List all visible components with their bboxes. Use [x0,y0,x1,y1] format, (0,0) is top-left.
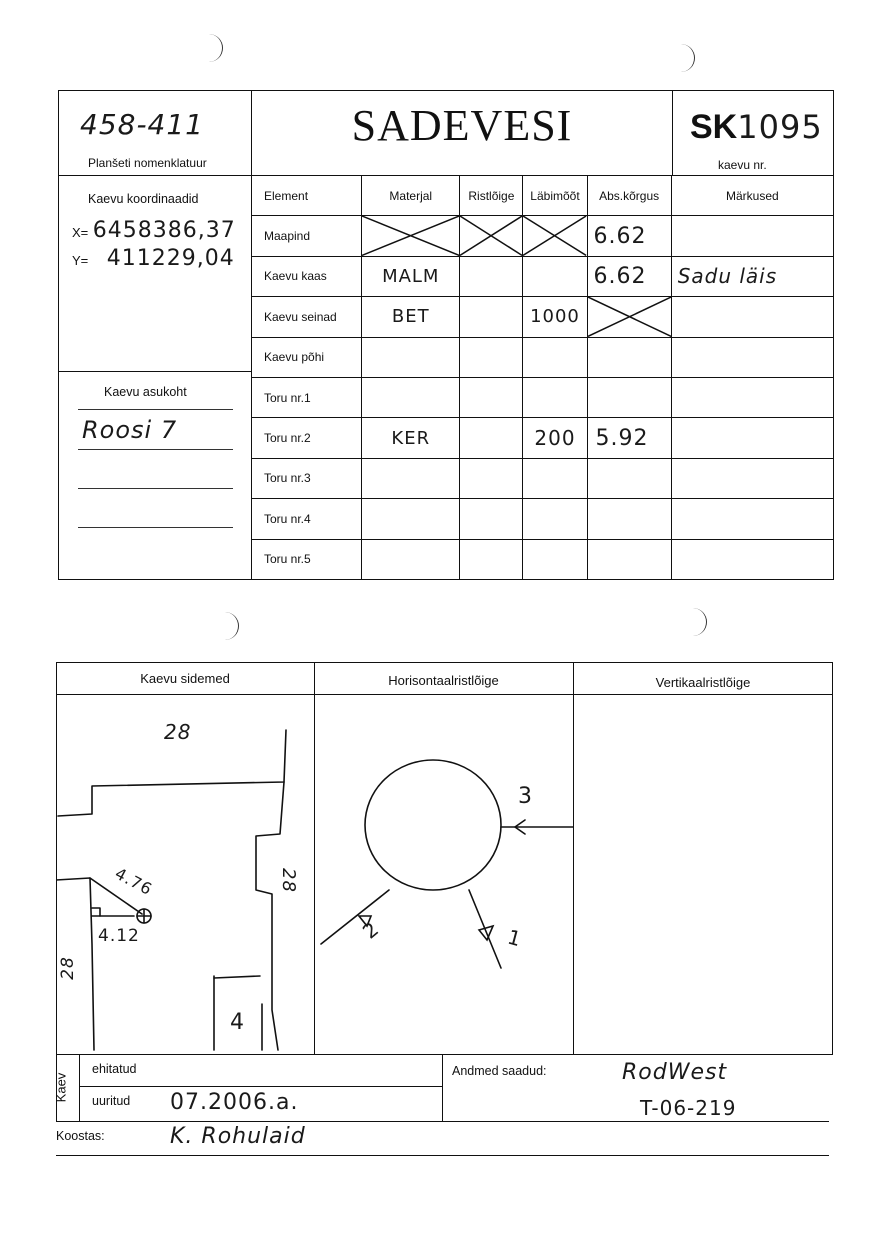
pipe-label: 2 [357,916,384,944]
table-row [252,539,834,579]
remarks-value: Sadu läis [671,256,833,296]
crossed-out-cell [362,216,460,256]
measured-value: 07.2006.a. [170,1090,299,1115]
coordinate-x-prefix: X= [72,225,89,240]
coordinate-y-value: 411229,04 [106,246,235,271]
row-label: Toru nr.1 [252,377,362,417]
punch-hole-mark [208,34,223,62]
measured-label: uuritud [92,1094,131,1108]
table-row [252,256,834,296]
punch-hole-mark [692,608,707,636]
row-label: Toru nr.4 [252,499,362,539]
punch-hole-mark [680,44,695,72]
row-label: Toru nr.5 [252,539,362,579]
distance-label: 4.12 [98,926,140,946]
location-line [78,488,233,489]
data-source-reference: T-06-219 [640,1096,737,1120]
data-source-value: RodWest [622,1060,728,1085]
well-number [690,108,823,147]
page-title: SADEVESI [351,101,573,150]
divider [58,371,252,372]
punch-hole-mark [224,612,239,640]
table-row [252,377,834,417]
coordinate-x-value: 6458386,37 [92,218,236,243]
table-row [252,216,834,256]
divider [79,1055,80,1122]
row-label: Toru nr.2 [252,418,362,458]
coordinate-y [72,246,235,271]
building-label: 28 [164,720,192,744]
location-sketch [56,694,314,1055]
diameter-value: 200 [523,418,587,458]
table-row [252,337,834,377]
sheet-nomenclature-value: 458-411 [80,108,204,141]
sheet-nomenclature-label: Planšeti nomenklatuur [88,156,207,170]
well-circle [365,760,501,890]
well-number-label: kaevu nr. [718,158,767,172]
pipe-label: 1 [505,924,525,952]
material-value: MALM [362,256,460,296]
divider [573,662,574,1055]
table-row [252,458,834,498]
abs-height-value: 6.62 [587,256,671,296]
column-header-diameter: Läbimõõt [523,176,587,216]
location-label: Kaevu asukoht [104,385,187,399]
data-source-label: Andmed saadud: [452,1064,547,1078]
divider [442,1055,443,1122]
material-value: BET [362,297,460,337]
panel-title-connections: Kaevu sidemed [140,671,230,686]
distance-label: 4.76 [111,863,156,900]
row-label: Kaevu seinad [252,297,362,337]
row-label: Kaevu põhi [252,337,362,377]
crossed-out-cell [460,216,523,256]
coordinates-label: Kaevu koordinaadid [88,192,199,206]
building-outline [214,976,260,978]
building-outline [256,782,284,1050]
abs-height-value: 6.62 [587,216,671,256]
table-row [252,499,834,539]
building-label: 28 [57,956,78,980]
abs-height-value: 5.92 [587,418,671,458]
coordinate-x [72,218,236,243]
horizontal-section-drawing [315,694,573,1055]
well-data-table [251,175,834,580]
row-label: Maapind [252,216,362,256]
column-header-abs-height: Abs.kõrgus [587,176,671,216]
building-number: 4 [230,1010,245,1035]
location-value: Roosi 7 [82,416,178,444]
table-header-row [252,176,834,216]
well-number-prefix: SK [690,108,738,146]
material-value: KER [362,418,460,458]
divider [79,1086,442,1087]
column-header-element: Element [252,176,362,216]
panel-title-vertical-section: Vertikaalristlõige [655,675,751,690]
building-label: 28 [277,868,299,893]
author-value: K. Rohulaid [170,1124,306,1149]
kaev-label: Kaev [53,1072,69,1103]
column-header-material: Materjal [362,176,460,216]
location-line [78,449,233,450]
well-number-value: 1095 [737,108,823,146]
divider [56,1155,829,1156]
built-label: ehitatud [92,1062,137,1076]
table-row [252,297,834,337]
location-line [78,527,233,528]
coordinate-y-prefix: Y= [72,253,89,268]
divider [56,1121,829,1122]
table-row [252,418,834,458]
divider [672,90,673,176]
row-label: Kaevu kaas [252,256,362,296]
row-label: Toru nr.3 [252,458,362,498]
author-label: Koostas: [56,1129,105,1143]
right-angle-mark [92,908,100,916]
column-header-cross-section: Ristlõige [460,176,523,216]
crossed-out-cell [523,216,587,256]
column-header-remarks: Märkused [671,176,833,216]
location-line [78,409,233,410]
pipe-label: 3 [518,784,533,809]
crossed-out-cell [587,297,671,337]
panel-title-horizontal-section: Horisontaalristlõige [388,673,499,688]
diameter-value: 1000 [523,297,587,337]
